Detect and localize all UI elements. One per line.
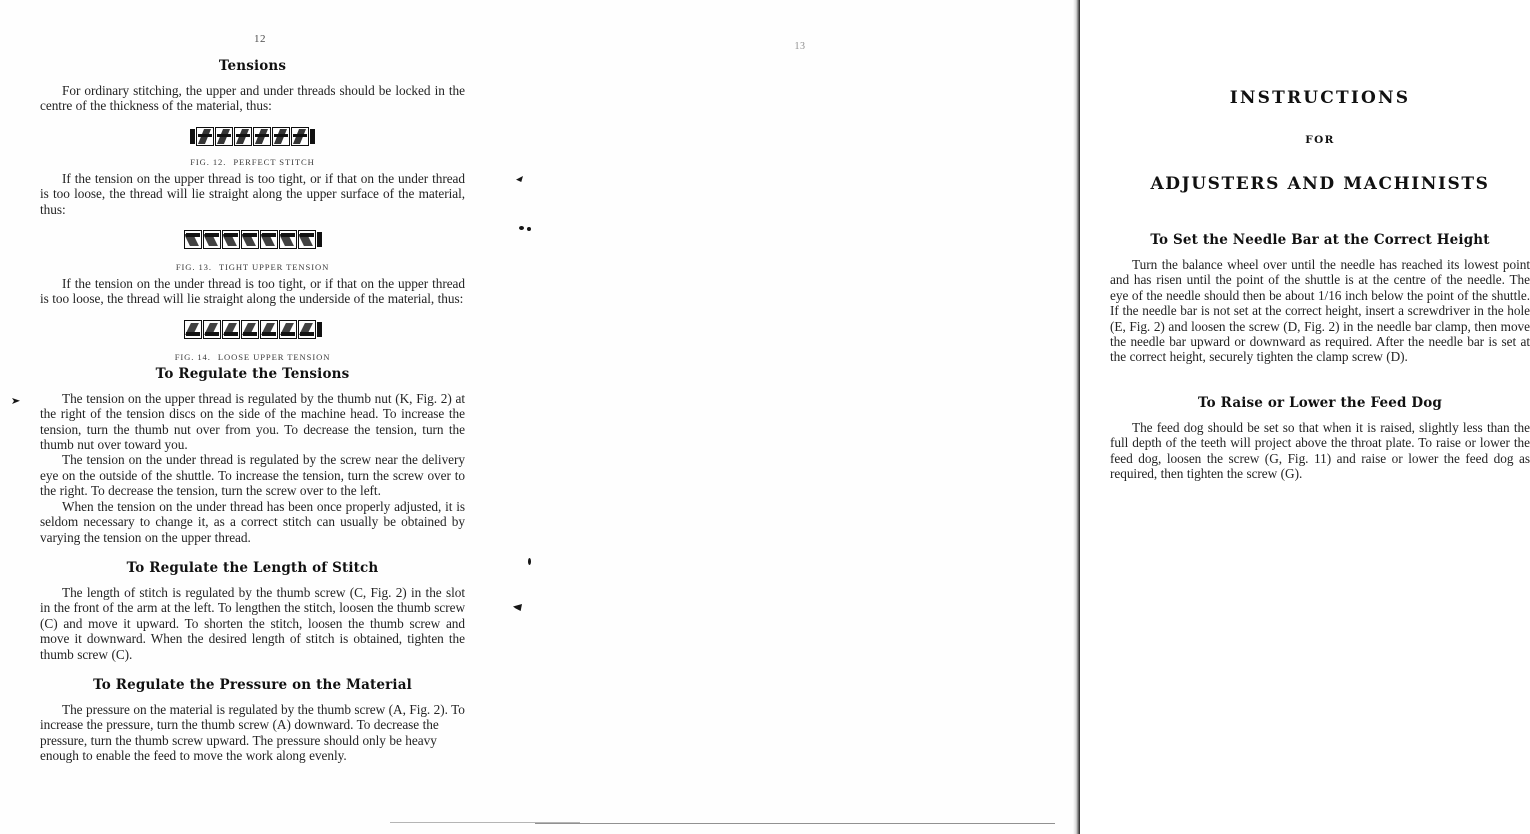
stitch-cell xyxy=(260,230,278,249)
title-adjusters-and-machinists: ADJUSTERS AND MACHINISTS xyxy=(1150,174,1490,194)
stitch-diagram-perfect xyxy=(190,127,315,146)
stitch-diagram-loose xyxy=(184,320,322,339)
stitch-cell xyxy=(241,230,259,249)
scan-edge-shadow xyxy=(1073,0,1080,834)
paragraph-tight-upper-tension: If the tension on the upper thread is too tight, or if that on the under thread is too loose, the thread will lie straight along the upper surface of the material, thus: xyxy=(40,170,465,217)
paragraph-length-of-stitch: The length of stitch is regulated by the thumb screw (C, Fig. 2) in the slot in the front of the arm at the left. To lengthen the stitch, loosen the thumb screw (C) and move it upward. To shorten the stitch, loosen the thumb screw and move it downward. When the desired length of stitch is obtained, tighten the thumb screw (C). xyxy=(40,584,465,662)
heading-regulate-pressure: To Regulate the Pressure on the Material xyxy=(93,676,412,693)
scan-bottom-line-right xyxy=(535,823,1055,824)
stitch-cell xyxy=(260,320,278,339)
left-page xyxy=(0,0,520,834)
stitch-cell xyxy=(203,320,221,339)
right-page-text-column xyxy=(1110,88,1530,481)
stitch-cell xyxy=(279,230,297,249)
stitch-cell xyxy=(184,230,202,249)
stitch-cell xyxy=(215,127,233,146)
paragraph-regulate-under-tension: The tension on the under thread is regulated by the screw near the delivery eye on the outside of the shuttle. To increase the tension, turn the screw over to the right. To decrease the tension, turn the screw over to the left. xyxy=(40,452,465,499)
paragraph-perfect-stitch: For ordinary stitching, the upper and under threads should be locked in the centre of the thickness of the material, thus: xyxy=(40,83,465,114)
heading-regulate-tensions: To Regulate the Tensions xyxy=(155,365,350,382)
stitch-cell xyxy=(279,320,297,339)
right-page-folio: 13 xyxy=(794,41,806,52)
heading-raise-lower-feed-dog: To Raise or Lower the Feed Dog xyxy=(1198,394,1442,411)
figure-14 xyxy=(40,320,465,362)
title-for: FOR xyxy=(1305,134,1335,146)
stitch-cell xyxy=(196,127,214,146)
stitch-cell xyxy=(291,127,309,146)
stitch-thread-end-icon xyxy=(317,232,322,247)
figure-14-caption-text: LOOSE UPPER TENSION xyxy=(217,351,331,362)
paragraph-regulate-upper-tension: The tension on the upper thread is regulated by the thumb nut (K, Fig. 2) at the right of the tension discs on the side of the machine head. To increase the tension, turn the thumb nut over from you. To decrease the tension, turn the thumb nut over toward you. xyxy=(40,390,465,453)
paragraph-loose-upper-tension: If the tension on the under thread is too tight, or if that on the upper thread is too loose, the thread will lie straight along the underside of the material, thus: xyxy=(40,276,465,307)
stitch-cell xyxy=(298,320,316,339)
stitch-cell xyxy=(253,127,271,146)
figure-12-label: FIG. 12. xyxy=(190,156,227,167)
figure-13 xyxy=(40,230,465,272)
stitch-cell xyxy=(203,230,221,249)
figure-12-caption-text: PERFECT STITCH xyxy=(233,156,315,167)
stitch-thread-end-icon xyxy=(310,129,315,144)
stitch-thread-end-icon xyxy=(190,129,195,144)
right-page xyxy=(520,0,1530,834)
stitch-cell xyxy=(241,320,259,339)
stitch-cell xyxy=(222,320,240,339)
stitch-cell xyxy=(272,127,290,146)
figure-14-label: FIG. 14. xyxy=(174,351,211,362)
left-page-folio: 12 xyxy=(254,33,266,45)
left-page-text-column xyxy=(40,58,465,764)
scan-speck xyxy=(528,558,531,565)
title-instructions: INSTRUCTIONS xyxy=(1229,88,1411,108)
paragraph-tension-adjustment-note: When the tension on the under thread has been once properly adjusted, it is seldom necessary to change it, as a correct stitch can usually be obtained by varying the tension on the upper thread. xyxy=(40,498,465,545)
stitch-cell xyxy=(222,230,240,249)
stitch-cell xyxy=(234,127,252,146)
figure-14-caption xyxy=(40,352,465,362)
stitch-thread-end-icon xyxy=(317,322,322,337)
stitch-diagram-tight xyxy=(184,230,322,249)
heading-set-needle-bar: To Set the Needle Bar at the Correct Height xyxy=(1150,232,1490,248)
figure-13-caption xyxy=(40,262,465,272)
scan-speck xyxy=(519,226,524,230)
figure-12-caption xyxy=(40,157,465,167)
figure-13-caption-text: TIGHT UPPER TENSION xyxy=(218,262,330,273)
heading-tensions: Tensions xyxy=(218,58,287,74)
paragraph-pressure-on-material: The pressure on the material is regulated by the thumb screw (A, Fig. 2). To increase the pressure, turn the thumb screw (A) downward. To decrease the pressure, turn the thumb screw upward. The pressure should only be heavy enough to enable the feed to move the work along evenly. xyxy=(40,701,465,764)
stitch-cell xyxy=(298,230,316,249)
stitch-cell xyxy=(184,320,202,339)
figure-13-label: FIG. 13. xyxy=(175,262,212,273)
paragraph-raise-lower-feed-dog: The feed dog should be set so that when it is raised, slightly less than the full depth of the teeth will project above the throat plate. To raise or lower the feed dog, loosen the screw (G, Fig. 11) and raise or lower the feed dog as required, then tighten the screw (G). xyxy=(1110,419,1530,482)
scan-speck xyxy=(527,227,531,231)
figure-12 xyxy=(40,127,465,167)
paragraph-set-needle-bar: Turn the balance wheel over until the needle has reached its lowest point and has risen until the point of the shuttle is at the centre of the needle. The eye of the needle should then be about 1/16 inch below the point of the shuttle. If the needle bar is not set at the correct height, insert a screwdriver in the hole (E, Fig. 2) and loosen the screw (D, Fig. 2) in the needle bar clamp, then move the needle bar upward or downward as required. After the needle bar is set at the correct height, securely tighten the clamp screw (D). xyxy=(1110,257,1530,365)
heading-regulate-length-of-stitch: To Regulate the Length of Stitch xyxy=(126,559,379,576)
